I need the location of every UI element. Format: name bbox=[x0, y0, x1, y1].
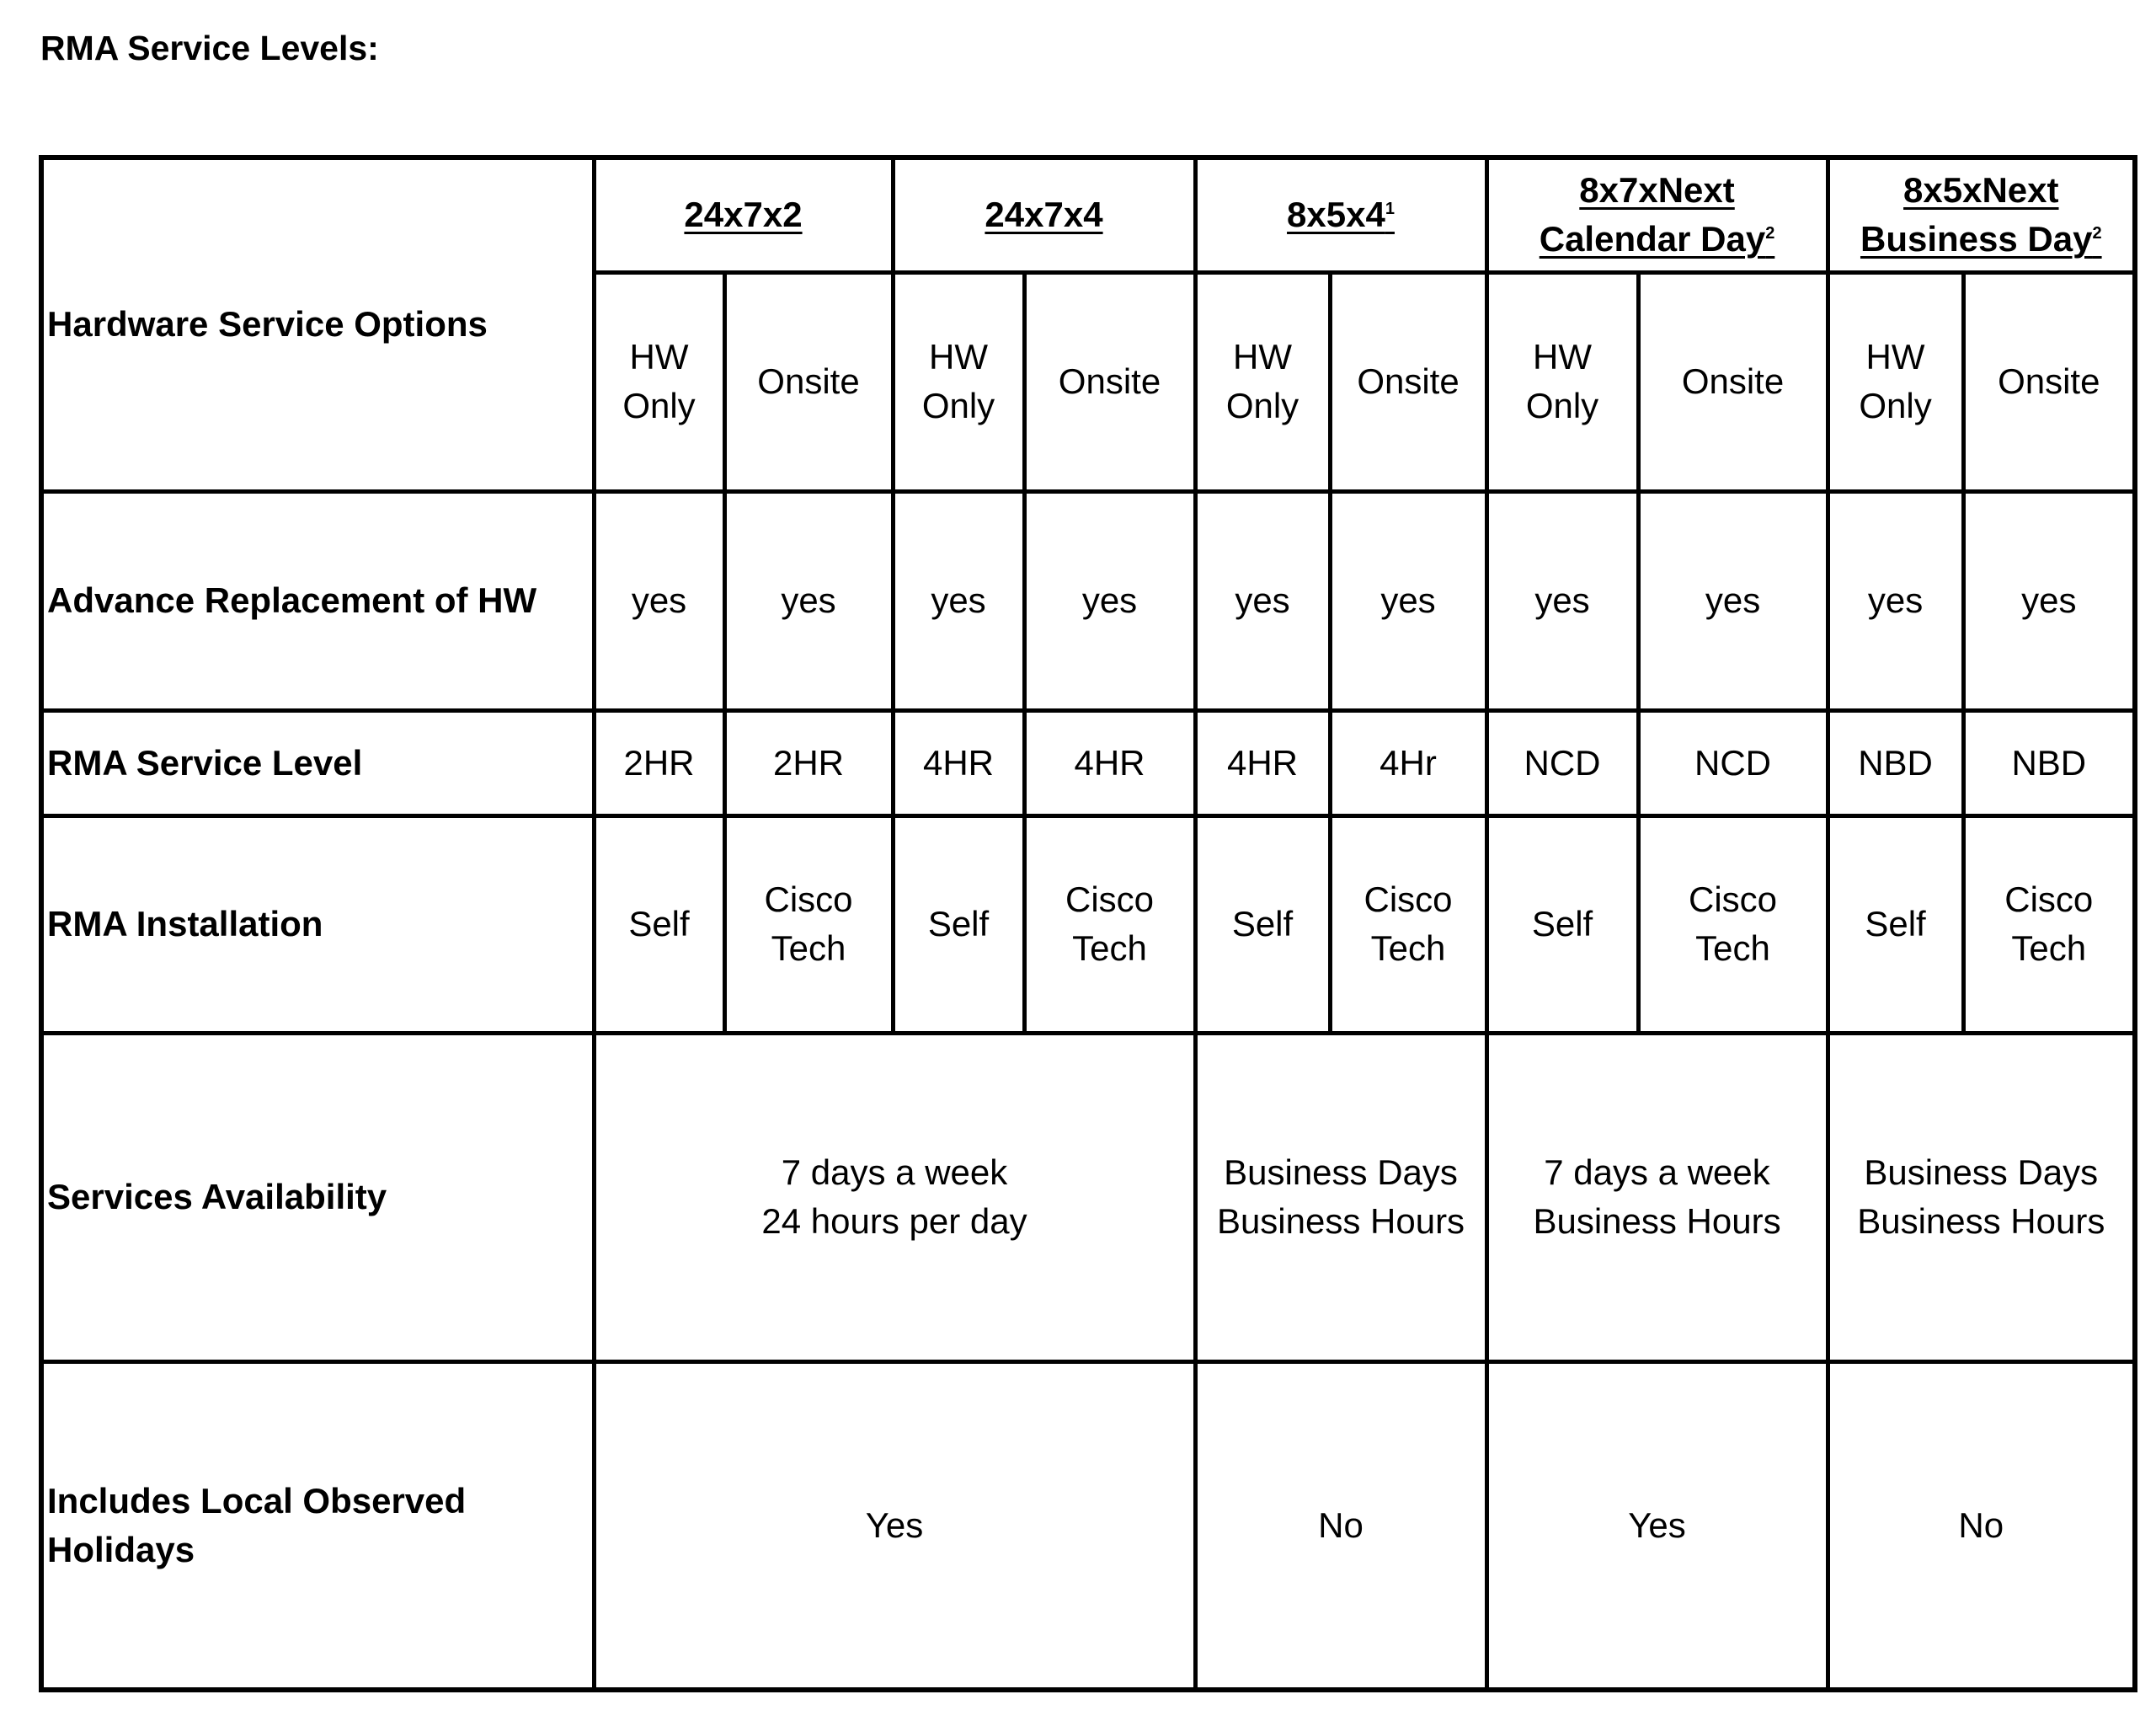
value-cell: 4HR bbox=[1024, 710, 1195, 815]
row-label-rma-service-level: RMA Service Level bbox=[41, 710, 594, 815]
value-cell: yes bbox=[1638, 491, 1828, 710]
tier-name-line-2: Calendar Day$^2$ bbox=[1539, 219, 1775, 259]
footnote-marker: 2 bbox=[2092, 224, 2102, 243]
value-cell: NCD bbox=[1638, 710, 1828, 815]
value-cell: Self bbox=[1195, 815, 1330, 1033]
holidays-cell: Yes bbox=[1486, 1361, 1828, 1690]
holidays-cell: No bbox=[1195, 1361, 1486, 1690]
availability-cell: 7 days a week Business Hours bbox=[1486, 1033, 1828, 1361]
rma-service-level-row bbox=[41, 710, 2135, 815]
option-cell: Onsite bbox=[1024, 272, 1195, 491]
value-cell: yes bbox=[1963, 491, 2135, 710]
page-title: RMA Service Levels: bbox=[40, 29, 379, 67]
availability-cell: Business Days Business Hours bbox=[1195, 1033, 1486, 1361]
value-cell: 4HR bbox=[893, 710, 1024, 815]
value-cell: Self bbox=[893, 815, 1024, 1033]
value-cell: Cisco Tech bbox=[724, 815, 893, 1033]
value-cell: yes bbox=[1828, 491, 1963, 710]
option-cell: HW Only bbox=[1828, 272, 1963, 491]
tier-name-line-1: 8x5xNext bbox=[1903, 170, 2059, 211]
option-cell: Onsite bbox=[1638, 272, 1828, 491]
tier-8x5xnext-business-day bbox=[1828, 158, 2135, 272]
value-cell: yes bbox=[1486, 491, 1638, 710]
value-cell: 2HR bbox=[724, 710, 893, 815]
value-cell: NBD bbox=[1828, 710, 1963, 815]
option-cell: HW Only bbox=[893, 272, 1024, 491]
value-cell: 4Hr bbox=[1330, 710, 1486, 815]
option-cell: HW Only bbox=[594, 272, 724, 491]
tier-24x7x2 bbox=[594, 158, 893, 272]
option-cell: HW Only bbox=[1486, 272, 1638, 491]
value-cell: yes bbox=[724, 491, 893, 710]
availability-cell: Business Days Business Hours bbox=[1828, 1033, 2135, 1361]
option-cell: Onsite bbox=[724, 272, 893, 491]
tier-name: 24x7x4 bbox=[985, 195, 1103, 235]
option-cell: HW Only bbox=[1195, 272, 1330, 491]
row-label-rma-installation: RMA Installation bbox=[41, 815, 594, 1033]
value-cell: NCD bbox=[1486, 710, 1638, 815]
row-label-local-holidays: Includes Local Observed Holidays bbox=[41, 1361, 594, 1690]
footnote-marker: 2 bbox=[1765, 224, 1775, 243]
tier-name: 24x7x2 bbox=[684, 195, 803, 235]
rma-installation-row bbox=[41, 815, 2135, 1033]
tier-name-line-1: 8x7xNext bbox=[1579, 170, 1735, 211]
tier-8x7xnext-calendar-day bbox=[1486, 158, 1828, 272]
tier-8x5x4 bbox=[1195, 158, 1486, 272]
value-cell: yes bbox=[893, 491, 1024, 710]
value-cell: NBD bbox=[1963, 710, 2135, 815]
value-cell: Cisco Tech bbox=[1638, 815, 1828, 1033]
holidays-cell: No bbox=[1828, 1361, 2135, 1690]
value-cell: yes bbox=[1024, 491, 1195, 710]
row-label-hardware-service-options: Hardware Service Options bbox=[41, 158, 594, 491]
value-cell: yes bbox=[1195, 491, 1330, 710]
rma-service-levels-table bbox=[39, 155, 2137, 1692]
services-availability-row bbox=[41, 1033, 2135, 1361]
availability-cell: 7 days a week 24 hours per day bbox=[594, 1033, 1195, 1361]
advance-replacement-row bbox=[41, 491, 2135, 710]
value-cell: Cisco Tech bbox=[1330, 815, 1486, 1033]
value-cell: 4HR bbox=[1195, 710, 1330, 815]
footnote-marker: 1 bbox=[1385, 200, 1395, 219]
value-cell: Self bbox=[1828, 815, 1963, 1033]
value-cell: Cisco Tech bbox=[1024, 815, 1195, 1033]
value-cell: Self bbox=[594, 815, 724, 1033]
holidays-cell: Yes bbox=[594, 1361, 1195, 1690]
local-holidays-row bbox=[41, 1361, 2135, 1690]
value-cell: Self bbox=[1486, 815, 1638, 1033]
tier-name-line-2: Business Day$^2$ bbox=[1860, 219, 2102, 259]
option-cell: Onsite bbox=[1963, 272, 2135, 491]
tier-24x7x4 bbox=[893, 158, 1195, 272]
value-cell: yes bbox=[594, 491, 724, 710]
value-cell: yes bbox=[1330, 491, 1486, 710]
row-label-advance-replacement: Advance Replacement of HW bbox=[41, 491, 594, 710]
option-cell: Onsite bbox=[1330, 272, 1486, 491]
value-cell: Cisco Tech bbox=[1963, 815, 2135, 1033]
tier-name: 8x5x4$^1$ bbox=[1287, 195, 1395, 235]
row-label-services-availability: Services Availability bbox=[41, 1033, 594, 1361]
tier-header-row bbox=[41, 158, 2135, 272]
value-cell: 2HR bbox=[594, 710, 724, 815]
